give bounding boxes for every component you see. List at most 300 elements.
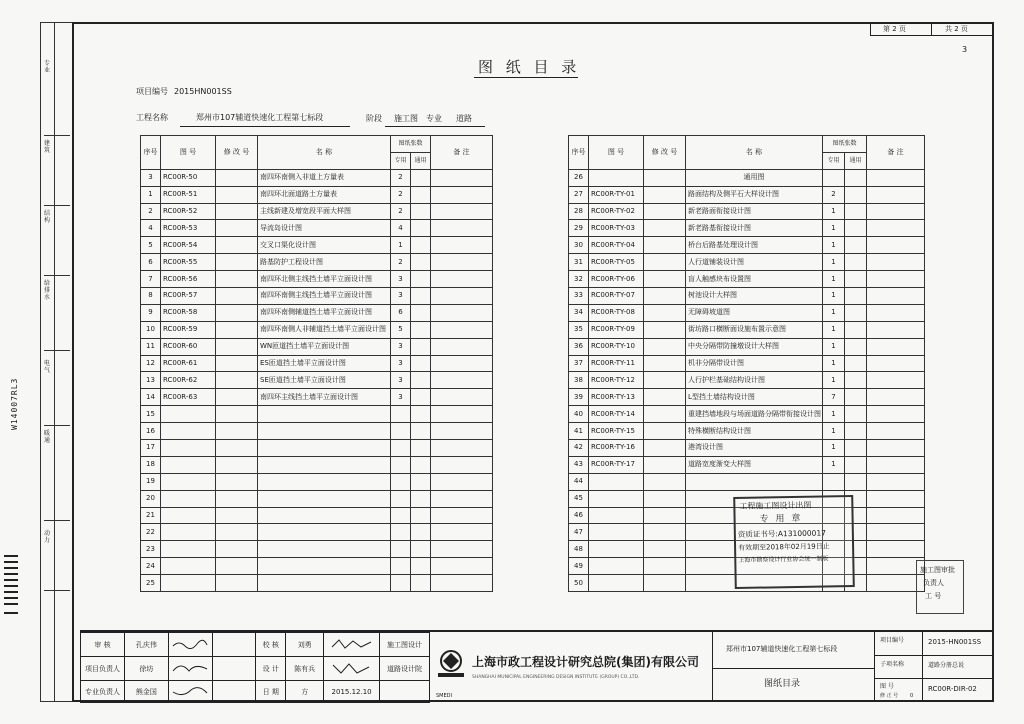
row-remark bbox=[431, 271, 493, 288]
row-seq: 19 bbox=[141, 473, 161, 490]
row-count-general bbox=[845, 372, 867, 389]
row-seq: 20 bbox=[141, 490, 161, 507]
row-remark bbox=[867, 507, 925, 524]
row-count-general bbox=[845, 237, 867, 254]
row-count-general bbox=[845, 406, 867, 423]
row-seq: 24 bbox=[141, 558, 161, 575]
row-count-special: 1 bbox=[823, 440, 845, 457]
row-count-general bbox=[411, 541, 431, 558]
sidebar-label: 专 业 bbox=[44, 60, 51, 74]
sidebar-label: 电 气 bbox=[44, 360, 51, 374]
discipline-label: 专业 bbox=[426, 114, 442, 123]
table-row bbox=[141, 473, 493, 490]
row-count-special bbox=[391, 423, 411, 440]
row-rev bbox=[216, 338, 258, 355]
row-remark bbox=[867, 490, 925, 507]
table-row bbox=[141, 406, 493, 423]
drawing-list-left bbox=[140, 135, 493, 592]
row-count-general bbox=[411, 524, 431, 541]
row-count-general bbox=[411, 237, 431, 254]
sidebar-label: 动 力 bbox=[44, 530, 51, 544]
row-seq: 11 bbox=[141, 338, 161, 355]
signature-icon bbox=[171, 638, 209, 650]
row-drawing-no: RC00R-TY-14 bbox=[589, 406, 644, 423]
sidebar-label: 给 排 水 bbox=[44, 280, 51, 301]
row-remark bbox=[867, 203, 925, 220]
row-name: 南四环主线挡土墙平立面设计图 bbox=[258, 389, 391, 406]
row-count-special: 2 bbox=[391, 186, 411, 203]
row-remark bbox=[431, 304, 493, 321]
row-drawing-no bbox=[161, 456, 216, 473]
row-seq: 40 bbox=[569, 406, 589, 423]
table-row bbox=[141, 440, 493, 457]
row-drawing-no bbox=[589, 507, 644, 524]
row-count-special: 6 bbox=[391, 304, 411, 321]
row-count-special: 7 bbox=[823, 389, 845, 406]
row-drawing-no bbox=[589, 575, 644, 592]
row-drawing-no: RC00R-TY-01 bbox=[589, 186, 644, 203]
row-rev bbox=[644, 220, 686, 237]
row-seq: 37 bbox=[569, 355, 589, 372]
row-count-special: 3 bbox=[391, 288, 411, 305]
row-remark bbox=[867, 355, 925, 372]
row-rev bbox=[216, 473, 258, 490]
row-drawing-no: RC00R-TY-13 bbox=[589, 389, 644, 406]
row-seq: 7 bbox=[141, 271, 161, 288]
row-name: 特殊横断结构设计图 bbox=[686, 423, 823, 440]
row-drawing-no bbox=[161, 406, 216, 423]
dept-cell: 道路设计院 bbox=[380, 657, 430, 681]
row-name: 新老路面衔接设计图 bbox=[686, 203, 823, 220]
tb-project-name: 郑州市107辅道快速化工程第七标段 bbox=[726, 645, 838, 653]
row-drawing-no bbox=[161, 558, 216, 575]
row-drawing-no: RC00R-51 bbox=[161, 186, 216, 203]
row-name: 道路宽度渐变大样图 bbox=[686, 456, 823, 473]
row-remark bbox=[867, 423, 925, 440]
page-tab bbox=[870, 22, 994, 36]
row-count-special: 1 bbox=[823, 321, 845, 338]
col-seq: 序号 bbox=[569, 136, 589, 170]
row-name: 新老路基衔接设计图 bbox=[686, 220, 823, 237]
row-drawing-no bbox=[589, 541, 644, 558]
row-remark bbox=[867, 456, 925, 473]
row-seq: 48 bbox=[569, 541, 589, 558]
row-rev bbox=[644, 372, 686, 389]
row-drawing-no bbox=[161, 541, 216, 558]
table-row bbox=[141, 288, 493, 305]
row-name bbox=[258, 473, 391, 490]
row-count-special bbox=[391, 507, 411, 524]
row-seq: 17 bbox=[141, 440, 161, 457]
row-drawing-no bbox=[589, 169, 644, 186]
col-count: 图纸张数 bbox=[391, 136, 431, 153]
table-row bbox=[141, 321, 493, 338]
row-count-special: 1 bbox=[823, 237, 845, 254]
row-seq: 21 bbox=[141, 507, 161, 524]
row-count-special: 1 bbox=[823, 271, 845, 288]
table-row bbox=[569, 372, 925, 389]
table-row bbox=[569, 288, 925, 305]
row-remark bbox=[431, 169, 493, 186]
row-count-general bbox=[411, 271, 431, 288]
row-rev bbox=[216, 456, 258, 473]
row-count-general bbox=[411, 338, 431, 355]
col-remark: 备 注 bbox=[431, 136, 493, 170]
row-remark bbox=[867, 304, 925, 321]
row-seq: 29 bbox=[569, 220, 589, 237]
table-row bbox=[141, 169, 493, 186]
row-remark bbox=[431, 423, 493, 440]
row-remark bbox=[431, 321, 493, 338]
row-drawing-no: RC00R-TY-05 bbox=[589, 254, 644, 271]
row-rev bbox=[644, 237, 686, 254]
row-seq: 33 bbox=[569, 288, 589, 305]
row-remark bbox=[431, 541, 493, 558]
sidebar-label: 结 构 bbox=[44, 210, 51, 224]
row-count-general bbox=[411, 575, 431, 592]
row-drawing-no: RC00R-TY-15 bbox=[589, 423, 644, 440]
row-name: 桥台后路基处理设计图 bbox=[686, 237, 823, 254]
row-count-special bbox=[391, 524, 411, 541]
row-drawing-no bbox=[161, 440, 216, 457]
row-rev bbox=[216, 541, 258, 558]
row-remark bbox=[867, 541, 925, 558]
row-count-special: 1 bbox=[823, 288, 845, 305]
row-drawing-no: RC00R-TY-12 bbox=[589, 372, 644, 389]
row-drawing-no: RC00R-TY-04 bbox=[589, 237, 644, 254]
row-seq: 18 bbox=[141, 456, 161, 473]
table-row bbox=[141, 423, 493, 440]
tb-drawing-no-label: 图 号 bbox=[880, 683, 894, 690]
table-row bbox=[569, 220, 925, 237]
col-drawing-no: 图 号 bbox=[161, 136, 216, 170]
row-count-special: 3 bbox=[391, 355, 411, 372]
table-row bbox=[569, 406, 925, 423]
sheet-total: 共 2 页 bbox=[945, 25, 968, 33]
row-count-special bbox=[823, 169, 845, 186]
row-rev bbox=[216, 524, 258, 541]
row-remark bbox=[867, 321, 925, 338]
row-seq: 2 bbox=[141, 203, 161, 220]
table-row bbox=[141, 541, 493, 558]
row-drawing-no: RC00R-TY-17 bbox=[589, 456, 644, 473]
row-rev bbox=[644, 406, 686, 423]
row-seq: 34 bbox=[569, 304, 589, 321]
sidebar-label: 建 筑 bbox=[44, 140, 51, 154]
row-remark bbox=[867, 524, 925, 541]
row-count-general bbox=[411, 423, 431, 440]
row-count-special: 3 bbox=[391, 271, 411, 288]
row-name: 南四环北面道路土方量表 bbox=[258, 186, 391, 203]
row-count-general bbox=[845, 389, 867, 406]
row-remark bbox=[867, 288, 925, 305]
row-remark bbox=[867, 169, 925, 186]
row-rev bbox=[644, 507, 686, 524]
col-drawing-no: 图 号 bbox=[589, 136, 644, 170]
row-name: 路基防护工程设计图 bbox=[258, 254, 391, 271]
row-seq: 25 bbox=[141, 575, 161, 592]
row-rev bbox=[644, 524, 686, 541]
row-name: 人行护栏基础结构设计图 bbox=[686, 372, 823, 389]
row-count-general bbox=[845, 440, 867, 457]
row-seq: 1 bbox=[141, 186, 161, 203]
table-row bbox=[569, 237, 925, 254]
row-count-special: 1 bbox=[823, 372, 845, 389]
row-rev bbox=[644, 254, 686, 271]
row-count-special: 3 bbox=[391, 389, 411, 406]
row-count-special: 1 bbox=[391, 237, 411, 254]
table-row bbox=[141, 490, 493, 507]
row-rev bbox=[216, 389, 258, 406]
row-name: 南四环南侧入非道上方量表 bbox=[258, 169, 391, 186]
row-remark bbox=[431, 456, 493, 473]
row-drawing-no: RC00R-62 bbox=[161, 372, 216, 389]
table-row bbox=[141, 237, 493, 254]
company-logo bbox=[436, 648, 466, 678]
date-value: 2015.12.10 bbox=[324, 681, 380, 703]
row-count-general bbox=[411, 355, 431, 372]
col-seq: 序号 bbox=[141, 136, 161, 170]
row-drawing-no: RC00R-54 bbox=[161, 237, 216, 254]
row-remark bbox=[431, 220, 493, 237]
row-drawing-no: RC00R-TY-07 bbox=[589, 288, 644, 305]
row-seq: 9 bbox=[141, 304, 161, 321]
row-name: 树池设计大样图 bbox=[686, 288, 823, 305]
row-count-special: 1 bbox=[823, 254, 845, 271]
row-count-special: 5 bbox=[391, 321, 411, 338]
row-remark bbox=[431, 186, 493, 203]
row-name: 南四环南侧辅道挡土墙平立面设计图 bbox=[258, 304, 391, 321]
row-seq: 50 bbox=[569, 575, 589, 592]
row-rev bbox=[644, 575, 686, 592]
row-rev bbox=[644, 473, 686, 490]
corner-mark: 3 bbox=[962, 45, 968, 54]
signature-icon bbox=[329, 637, 375, 651]
col-special: 专用 bbox=[823, 152, 845, 169]
row-name bbox=[258, 406, 391, 423]
row-seq: 3 bbox=[141, 169, 161, 186]
row-count-general bbox=[411, 220, 431, 237]
row-rev bbox=[216, 355, 258, 372]
table-row bbox=[569, 338, 925, 355]
project-no-label: 项目编号 bbox=[136, 87, 168, 96]
project-name: 郑州市107辅道快速化工程第七标段 bbox=[196, 113, 324, 122]
row-rev bbox=[644, 203, 686, 220]
row-count-special bbox=[391, 558, 411, 575]
row-seq: 47 bbox=[569, 524, 589, 541]
row-drawing-no bbox=[161, 575, 216, 592]
row-count-general bbox=[845, 423, 867, 440]
row-drawing-no bbox=[161, 473, 216, 490]
row-rev bbox=[216, 575, 258, 592]
row-seq: 30 bbox=[569, 237, 589, 254]
row-name bbox=[258, 456, 391, 473]
row-count-general bbox=[411, 203, 431, 220]
row-count-general bbox=[411, 490, 431, 507]
row-rev bbox=[644, 389, 686, 406]
row-rev bbox=[216, 237, 258, 254]
row-count-general bbox=[411, 169, 431, 186]
row-count-special: 1 bbox=[823, 406, 845, 423]
row-rev bbox=[216, 423, 258, 440]
col-general: 通用 bbox=[845, 152, 867, 169]
row-remark bbox=[431, 389, 493, 406]
row-rev bbox=[216, 321, 258, 338]
project-no: 2015HN001SS bbox=[174, 87, 232, 96]
row-drawing-no: RC00R-TY-03 bbox=[589, 220, 644, 237]
row-drawing-no: RC00R-58 bbox=[161, 304, 216, 321]
row-rev bbox=[216, 254, 258, 271]
row-rev bbox=[216, 186, 258, 203]
row-count-special: 1 bbox=[823, 203, 845, 220]
row-count-special: 3 bbox=[391, 372, 411, 389]
table-row bbox=[569, 304, 925, 321]
table-row bbox=[141, 254, 493, 271]
row-name bbox=[258, 558, 391, 575]
table-row bbox=[141, 355, 493, 372]
row-count-general bbox=[411, 558, 431, 575]
row-name: 无障碍坡道图 bbox=[686, 304, 823, 321]
col-special: 专用 bbox=[391, 152, 411, 169]
row-count-special bbox=[391, 473, 411, 490]
row-count-general bbox=[845, 186, 867, 203]
tb-sub-label: 子项名称 bbox=[880, 661, 905, 668]
row-drawing-no: RC00R-TY-10 bbox=[589, 338, 644, 355]
row-count-special: 1 bbox=[823, 338, 845, 355]
chief-label: 项目负责人 bbox=[81, 657, 125, 681]
row-count-special: 2 bbox=[391, 169, 411, 186]
company-name: 上海市政工程设计研究总院(集团)有限公司 bbox=[472, 655, 699, 669]
row-remark bbox=[431, 558, 493, 575]
row-count-general bbox=[411, 507, 431, 524]
col-general: 通用 bbox=[411, 152, 431, 169]
row-count-general bbox=[845, 304, 867, 321]
row-remark bbox=[867, 406, 925, 423]
row-remark bbox=[867, 440, 925, 457]
row-count-general bbox=[411, 456, 431, 473]
row-seq: 36 bbox=[569, 338, 589, 355]
row-count-general bbox=[845, 271, 867, 288]
row-count-general bbox=[411, 304, 431, 321]
table-row bbox=[141, 338, 493, 355]
row-drawing-no: RC00R-TY-16 bbox=[589, 440, 644, 457]
sheet-number: 第 2 页 bbox=[883, 25, 906, 33]
row-rev bbox=[644, 558, 686, 575]
date-label: 日 期 bbox=[256, 681, 286, 703]
row-count-general bbox=[845, 473, 867, 490]
row-name: 中央分隔带防撞墩设计大样图 bbox=[686, 338, 823, 355]
row-remark bbox=[867, 237, 925, 254]
designer-name: 陈有兵 bbox=[286, 657, 324, 681]
table-row bbox=[141, 456, 493, 473]
row-seq: 23 bbox=[141, 541, 161, 558]
row-drawing-no bbox=[589, 524, 644, 541]
row-name: 机非分隔带设计图 bbox=[686, 355, 823, 372]
sidebar-code: W14007RL3 bbox=[10, 377, 19, 430]
row-drawing-no: RC00R-53 bbox=[161, 220, 216, 237]
row-rev bbox=[644, 456, 686, 473]
row-rev bbox=[216, 203, 258, 220]
table-row bbox=[569, 271, 925, 288]
row-seq: 27 bbox=[569, 186, 589, 203]
table-row bbox=[569, 254, 925, 271]
row-rev bbox=[216, 169, 258, 186]
row-name bbox=[258, 423, 391, 440]
table-row bbox=[569, 423, 925, 440]
row-rev bbox=[644, 490, 686, 507]
row-rev bbox=[216, 406, 258, 423]
row-drawing-no: RC00R-TY-06 bbox=[589, 271, 644, 288]
row-remark bbox=[867, 271, 925, 288]
col-rev: 修 改 号 bbox=[644, 136, 686, 170]
row-seq: 32 bbox=[569, 271, 589, 288]
row-seq: 16 bbox=[141, 423, 161, 440]
chief-name: 徐坊 bbox=[124, 657, 168, 681]
row-rev bbox=[216, 271, 258, 288]
row-count-general bbox=[845, 254, 867, 271]
row-remark bbox=[431, 406, 493, 423]
row-seq: 14 bbox=[141, 389, 161, 406]
stage-label: 阶段 bbox=[366, 114, 382, 123]
row-count-special: 1 bbox=[823, 423, 845, 440]
row-remark bbox=[431, 473, 493, 490]
row-name bbox=[258, 440, 391, 457]
row-remark bbox=[431, 524, 493, 541]
row-seq: 28 bbox=[569, 203, 589, 220]
row-count-special: 1 bbox=[823, 456, 845, 473]
row-drawing-no: RC00R-56 bbox=[161, 271, 216, 288]
row-count-general bbox=[411, 372, 431, 389]
row-count-special bbox=[391, 490, 411, 507]
row-seq: 10 bbox=[141, 321, 161, 338]
row-rev bbox=[644, 169, 686, 186]
tb-sheet-title: 图纸目录 bbox=[764, 679, 801, 689]
row-seq: 31 bbox=[569, 254, 589, 271]
col-name: 名 称 bbox=[258, 136, 391, 170]
signature-icon bbox=[171, 661, 209, 675]
row-drawing-no bbox=[161, 490, 216, 507]
row-remark bbox=[431, 355, 493, 372]
designer-label: 设 计 bbox=[256, 657, 286, 681]
signature-icon bbox=[329, 661, 375, 675]
signature-icon bbox=[171, 684, 209, 698]
row-name: 人行道铺装设计图 bbox=[686, 254, 823, 271]
row-seq: 6 bbox=[141, 254, 161, 271]
row-drawing-no: RC00R-59 bbox=[161, 321, 216, 338]
row-seq: 13 bbox=[141, 372, 161, 389]
row-name: 港湾设计图 bbox=[686, 440, 823, 457]
stage-value: 施工图 bbox=[394, 114, 418, 123]
tb-drawing-no: RC00R-DIR-02 bbox=[928, 685, 977, 693]
table-row bbox=[141, 389, 493, 406]
row-drawing-no: RC00R-TY-09 bbox=[589, 321, 644, 338]
row-count-special: 4 bbox=[391, 220, 411, 237]
drawer-name: 方 bbox=[286, 681, 324, 703]
sidebar-label: 暖 通 bbox=[44, 430, 51, 444]
row-count-special bbox=[391, 406, 411, 423]
title-block bbox=[80, 630, 994, 704]
row-name: 重建挡墙地段与场面道路分隔带衔接设计图 bbox=[686, 406, 823, 423]
approver-name: 孔庆伟 bbox=[124, 633, 168, 657]
row-remark bbox=[867, 254, 925, 271]
row-seq: 35 bbox=[569, 321, 589, 338]
row-name: L型挡土墙结构设计图 bbox=[686, 389, 823, 406]
row-count-special bbox=[391, 575, 411, 592]
proofread-label: 校 核 bbox=[256, 633, 286, 657]
approve-label: 审 核 bbox=[81, 633, 125, 657]
row-drawing-no bbox=[161, 423, 216, 440]
row-count-special: 2 bbox=[391, 254, 411, 271]
